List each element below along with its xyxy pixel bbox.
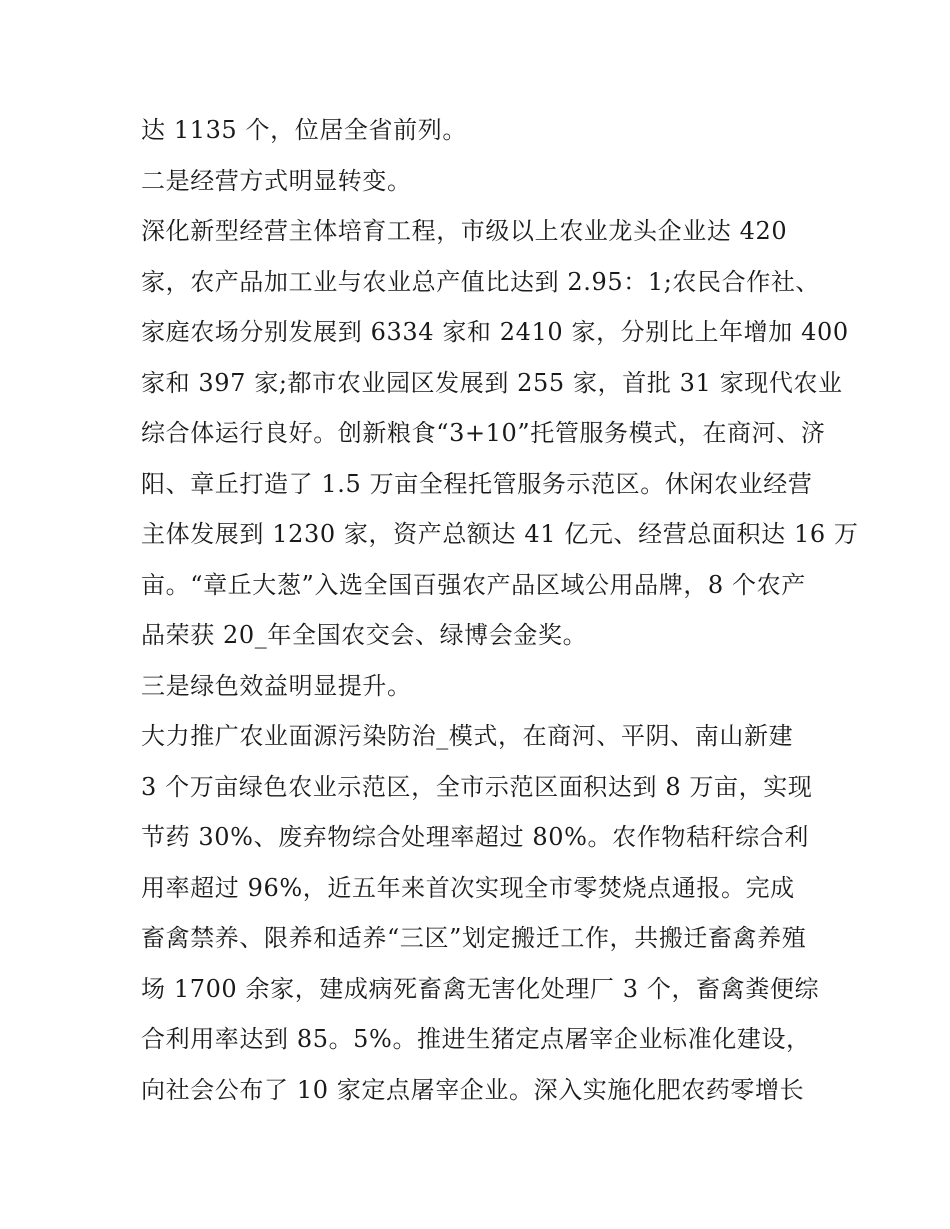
text-line-19: 合利用率达到 85。5%。推进生猪定点屠宰企业标准化建设，: [141, 1025, 811, 1053]
text-line-6: 家和 397 家;都市农业园区发展到 255 家，首批 31 家现代农业: [141, 368, 843, 397]
text-line-7: 综合体运行良好。创新粮食“3+10”托管服务模式，在商河、济: [141, 419, 826, 447]
text-line-1: 达 1135 个，位居全省前列。: [141, 116, 467, 144]
text-line-16: 用率超过 96%，近五年来首次实现全市零焚烧点通报。完成: [141, 873, 795, 902]
text-line-14: 3 个万亩绿色农业示范区，全市示范区面积达到 8 万亩，实现: [141, 772, 813, 801]
text-line-9: 主体发展到 1230 家，资产总额达 41 亿元、经营总面积达 16 万: [141, 520, 859, 548]
body-text: [141, 105, 859, 1115]
text-line-10: 亩。“章丘大葱”入选全国百强农产品区域公用品牌，8 个农产: [141, 570, 806, 599]
section-heading-3: 三是绿色效益明显提升。: [141, 671, 412, 700]
text-line-17: 畜禽禁养、限养和适养“三区”划定搬迁工作，共搬迁畜禽养殖: [141, 924, 807, 952]
section-heading-2: 二是经营方式明显转变。: [141, 166, 412, 195]
text-line-11: 品荣获 20_年全国农交会、绿博会金奖。: [141, 621, 588, 649]
text-line-13: 大力推广农业面源污染防治_模式，在商河、平阴、南山新建: [141, 722, 794, 750]
text-line-4: 家，农产品加工业与农业总产值比达到 2.95：1;农民合作社、: [141, 267, 821, 296]
text-line-8: 阳、章丘打造了 1.5 万亩全程托管服务示范区。休闲农业经营: [141, 469, 813, 498]
text-line-15: 节药 30%、废弃物综合处理率超过 80%。农作物秸秆综合利: [141, 823, 809, 851]
text-line-20: 向社会公布了 10 家定点屠宰企业。深入实施化肥农药零增长: [141, 1075, 805, 1104]
text-line-5: 家庭农场分别发展到 6334 家和 2410 家，分别比上年增加 400: [141, 318, 849, 346]
text-line-18: 场 1700 余家，建成病死畜禽无害化处理厂 3 个，畜禽粪便综: [141, 974, 820, 1003]
text-line-3: 深化新型经营主体培育工程，市级以上农业龙头企业达 420: [141, 217, 788, 245]
